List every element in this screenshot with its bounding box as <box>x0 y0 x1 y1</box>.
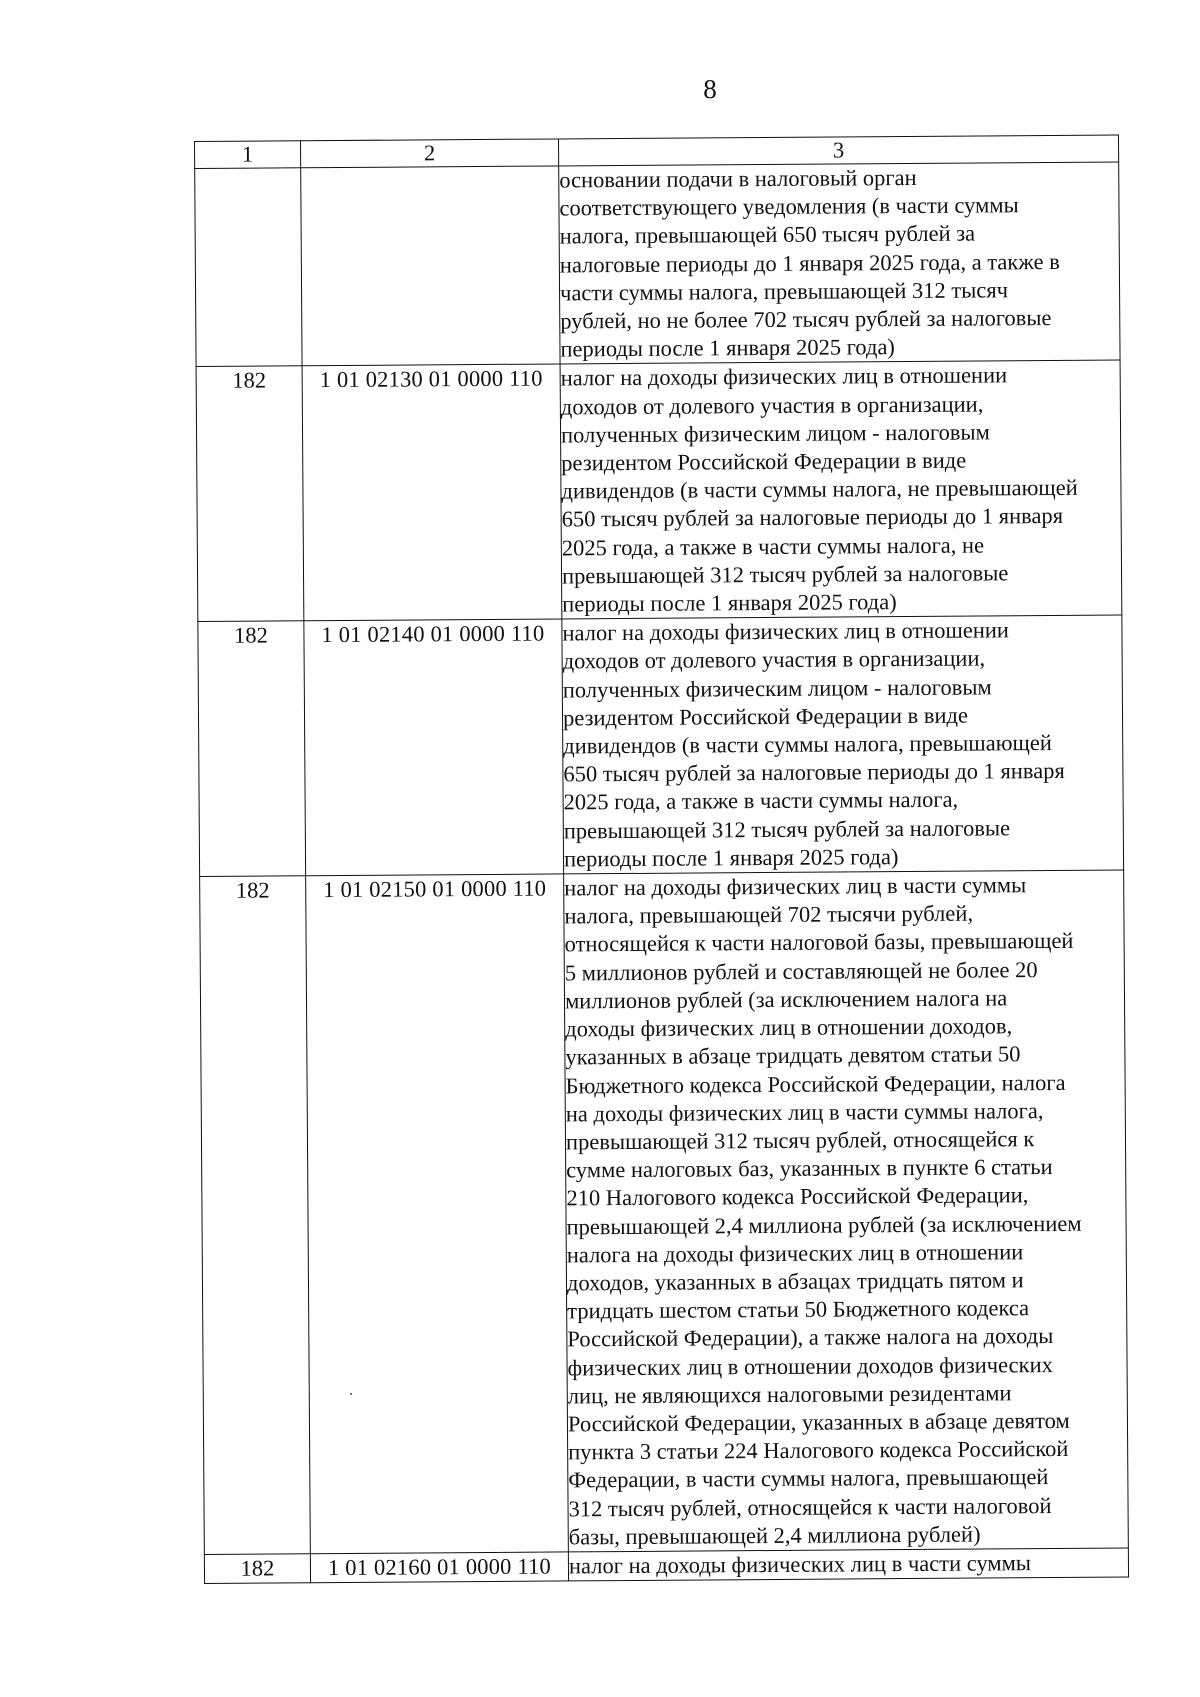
admin-code-cell <box>195 168 302 367</box>
budget-codes-table <box>194 135 1129 1585</box>
admin-code-cell: 182 <box>198 621 306 877</box>
description-cell: основании подачи в налоговый орган соответствующего уведомления (в части суммы налога, превышающей 650 тысяч рублей за налоговые периоды до 1 января 2025 года, а также в части суммы налога, превышающей 312 тысяч рублей, но не более 702 тысяч рублей за налоговые периоды после 1 января 2025 года) <box>559 162 1120 364</box>
table-row <box>204 1548 1128 1584</box>
budget-classification-code-cell: 1 01 02140 01 0000 110 <box>304 619 564 876</box>
column-header-1: 1 <box>195 141 301 169</box>
budget-classification-code-cell: 1 01 02150 01 0000 110 <box>306 874 569 1554</box>
table-row <box>196 360 1122 621</box>
budget-classification-code-cell <box>301 166 560 366</box>
budget-classification-code-cell: 1 01 02130 01 0000 110 <box>302 364 562 621</box>
table-row <box>195 162 1120 367</box>
page-number: 8 <box>703 74 717 104</box>
description-cell: налог на доходы физических лиц в отношении доходов от долевого участия в организации, полученных физическим лицом - налоговым резидентом Российской Федерации в виде дивидендов (в части суммы налога, превышающей 650 тысяч рублей за налоговые периоды до 1 января 2025 года, а также в части суммы налога, превышающей 312 тысяч рублей за налоговые периоды после 1 января 2025 года) <box>562 615 1124 874</box>
column-header-3: 3 <box>558 135 1118 166</box>
description-cell: налог на доходы физических лиц в отношении доходов от долевого участия в организации, полученных физическим лицом - налоговым резидентом Российской Федерации в виде дивидендов (в части суммы налога, не превышающей 650 тысяч рублей за налоговые периоды до 1 января 2025 года, а также в части суммы налога, не превышающей 312 тысяч рублей за налоговые периоды после 1 января 2025 года) <box>560 360 1122 619</box>
column-header-2: 2 <box>301 139 559 168</box>
admin-code-cell: 182 <box>200 876 311 1555</box>
budget-classification-code-cell: 1 01 02160 01 0000 110 <box>310 1552 568 1583</box>
description-cell: налог на доходы физических лиц в части суммы налога, превышающей 702 тысячи рублей, относящейся к части налоговой базы, превышающей 5 миллионов рублей и составляющей не более 20 миллионов рублей (за исключением налога на доходы физических лиц в отношении доходов, указанных в абзаце тридцать девятом статьи 50 Бюджетного кодекса Российской Федерации, налога на доходы физических лиц в части суммы налога, превышающей 312 тысяч рублей, относящейся к сумме налоговых баз, указанных в пункте 6 статьи 210 Налогового кодекса Российской Федерации, превышающей 2,4 миллиона рублей (за исключением налога на доходы физических лиц в отношении доходов, указанных в абзацах тридцать пятом и тридцать шестом статьи 50 Бюджетного кодекса Российской Федерации), а также налога на доходы физических лиц в отношении доходов физических лиц, не являющихся налоговыми резидентами Российской Федерации, указанных в абзаце девятом пункта 3 статьи 224 Налогового кодекса Российской Федерации, в части суммы налога, превышающей 312 тысяч рублей, относящейся к части налоговой базы, превышающей 2,4 миллиона рублей) <box>564 870 1129 1552</box>
table-row <box>200 870 1129 1554</box>
description-cell: налог на доходы физических лиц в части суммы <box>568 1548 1128 1581</box>
admin-code-cell: 182 <box>204 1554 310 1584</box>
scan-speck <box>350 1393 352 1395</box>
table-row <box>198 615 1124 876</box>
admin-code-cell: 182 <box>196 366 304 622</box>
